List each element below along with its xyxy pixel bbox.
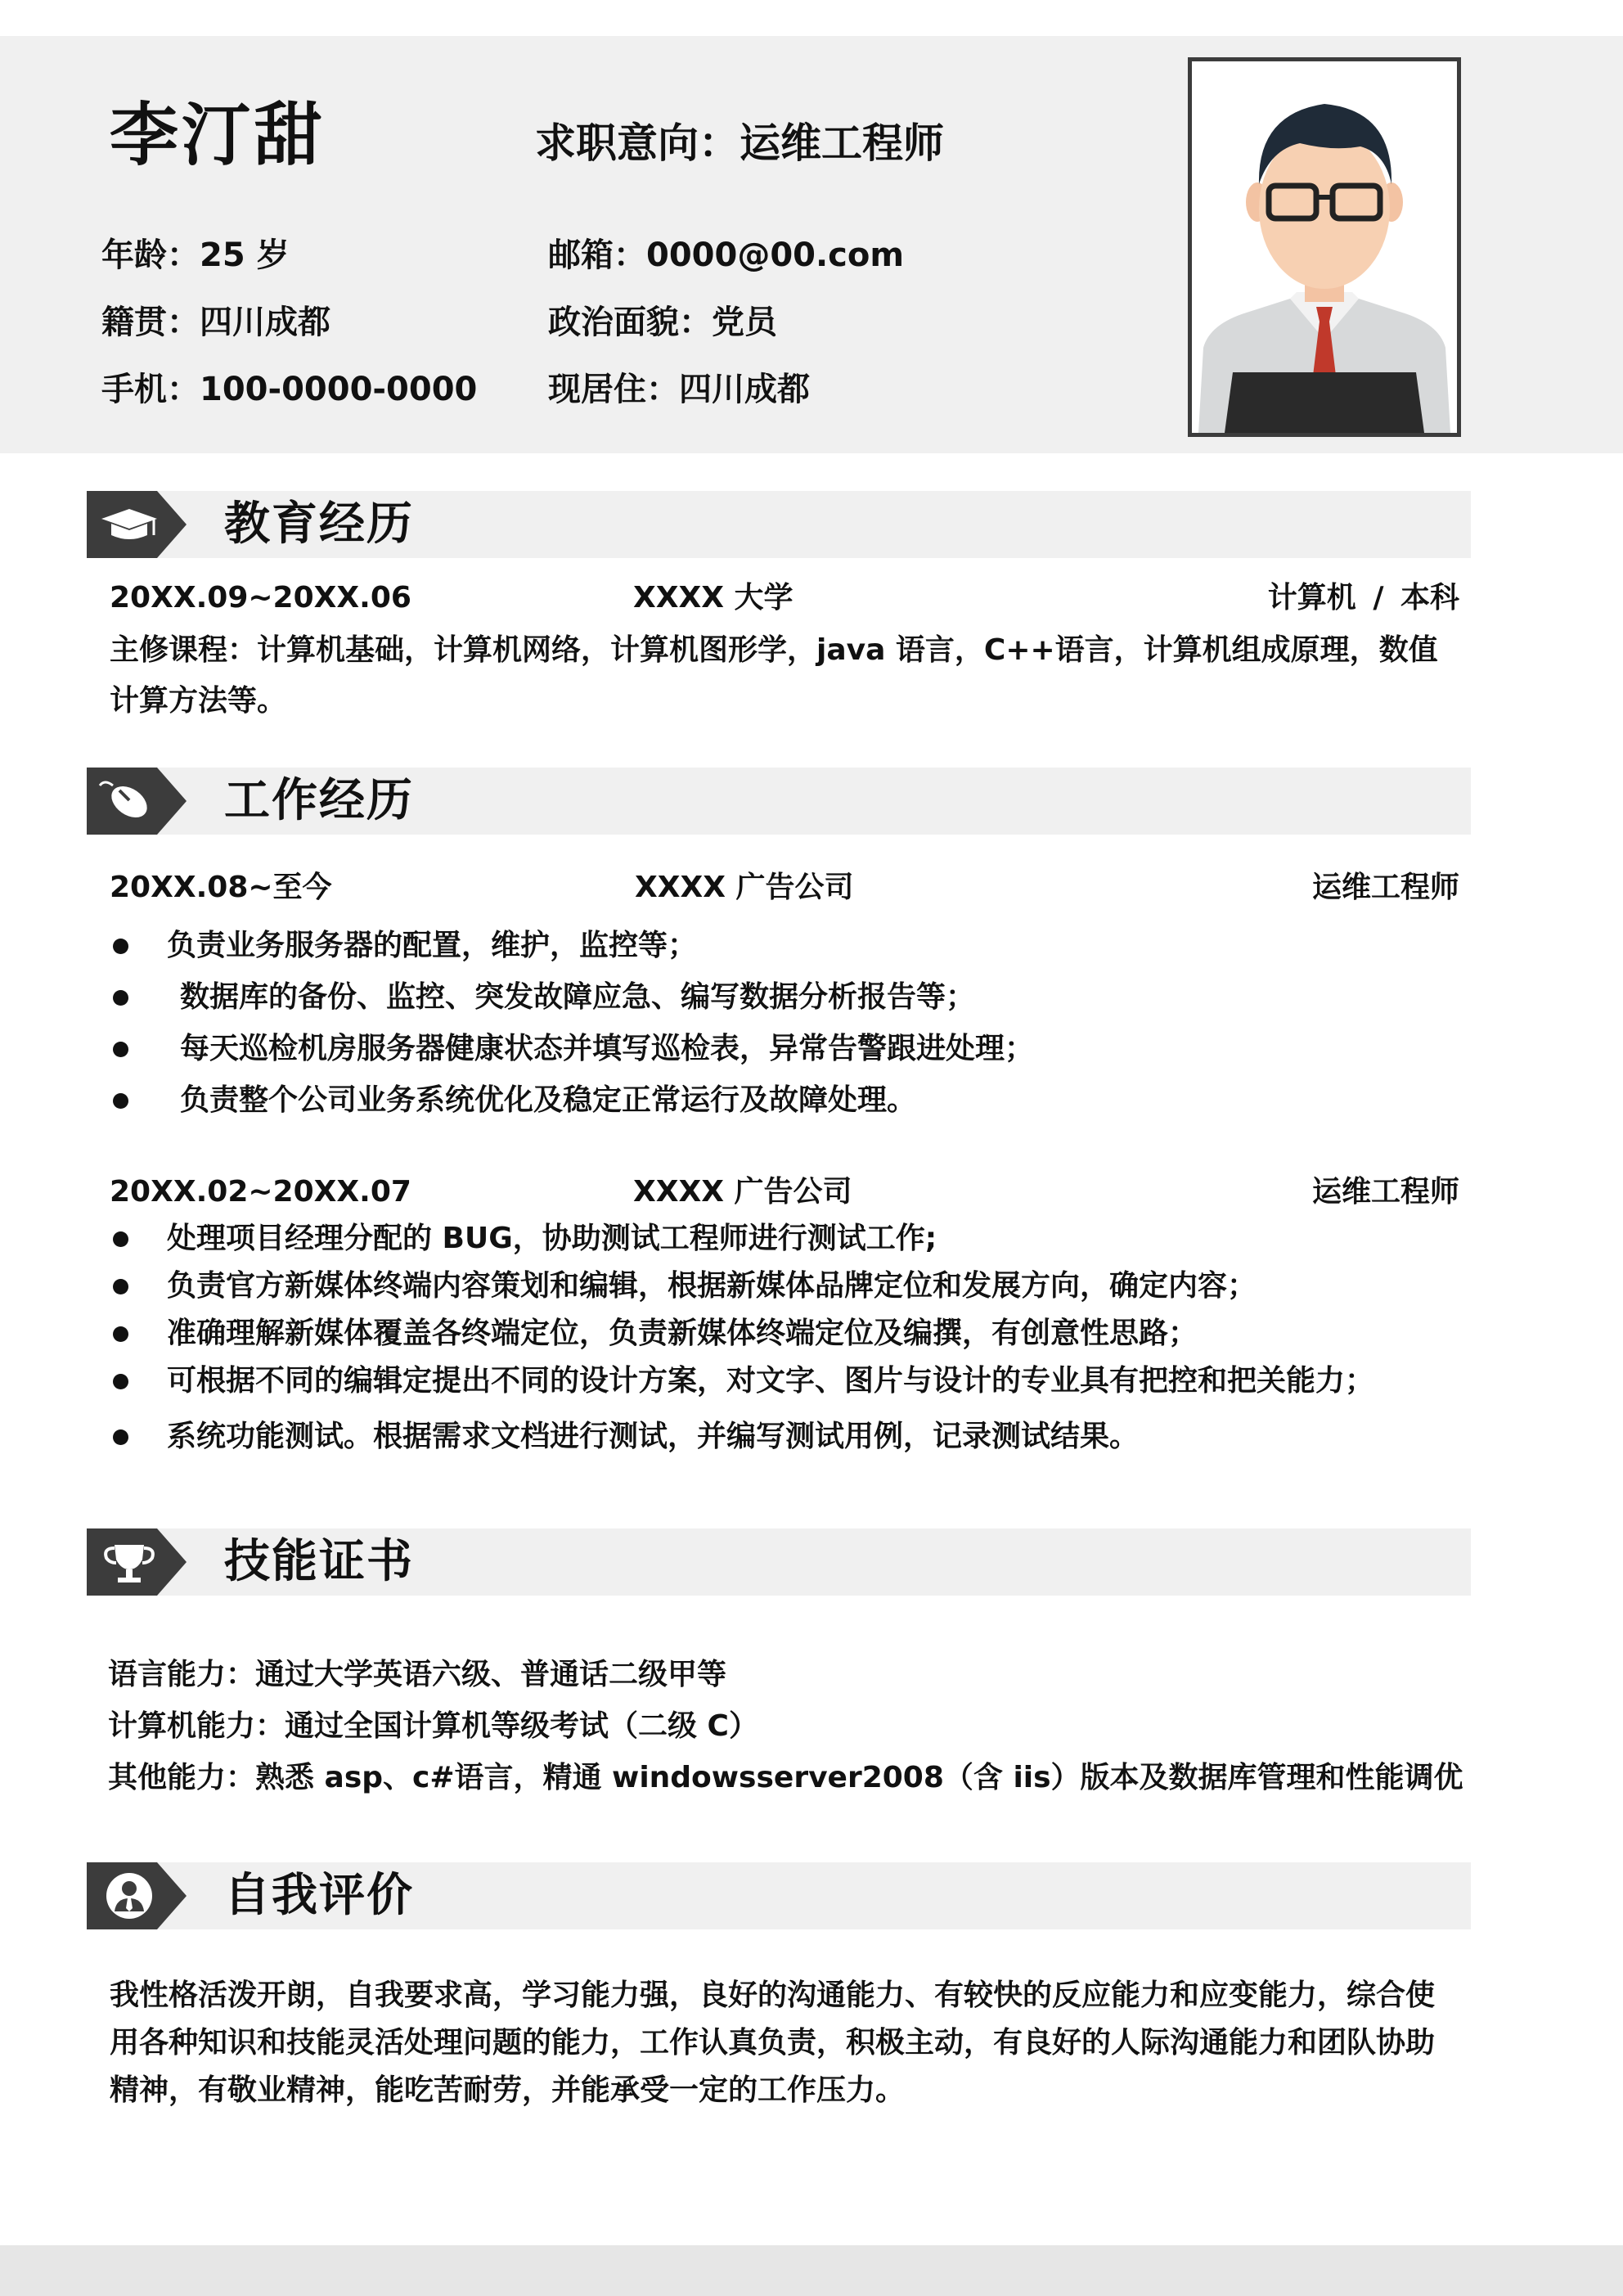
job-duty: 系统功能测试。根据需求文档进行测试，并编写测试用例，记录测试结果。	[167, 1420, 1140, 1453]
self-eval-section-tab	[87, 1862, 187, 1929]
bullet-dot	[113, 990, 128, 1006]
self-eval-title: 自我评价	[224, 1869, 414, 1922]
origin-info: 籍贯：四川成都	[101, 304, 330, 341]
job-duty: 处理项目经理分配的 BUG，协助测试工程师进行测试工作;	[167, 1222, 937, 1255]
education-school: XXXX 大学	[633, 581, 794, 615]
job-company: XXXX 广告公司	[635, 871, 854, 904]
job-intent: 求职意向：运维工程师	[535, 119, 944, 167]
work-title: 工作经历	[224, 774, 414, 827]
email-info: 邮箱：0000@00.com	[548, 236, 905, 274]
job-duty: 可根据不同的编辑定提出不同的设计方案，对文字、图片与设计的专业具有把控和把关能力；	[167, 1364, 1375, 1398]
skill-item: 语言能力：通过大学英语六级、普通话二级甲等	[108, 1658, 727, 1691]
candidate-name: 李汀甜	[110, 95, 326, 175]
age-info: 年龄：25 岁	[101, 236, 290, 274]
footer-band	[0, 2245, 1623, 2296]
skill-item: 计算机能力：通过全国计算机等级考试（二级 C）	[108, 1709, 758, 1743]
job-period: 20XX.08~至今	[110, 871, 332, 904]
education-section-tab	[87, 491, 187, 558]
job-position: 运维工程师	[1311, 871, 1459, 904]
self-eval-text: 我性格活泼开朗，自我要求高，学习能力强，良好的沟通能力、有较快的反应能力和应变能力，综合使用各种知识和技能灵活处理问题的能力，工作认真负责，积极主动，有良好的人际沟通能力和团队协助精神，有敬业精神，能吃苦耐劳，并能承受一定的工作压力。	[110, 1979, 1436, 2107]
skills-title: 技能证书	[224, 1535, 414, 1588]
skill-item: 其他能力：熟悉 asp、c#语言，精通 windowsserver2008（含 iis）版本及数据库管理和性能调优	[108, 1761, 1463, 1794]
bullet-dot	[113, 1326, 128, 1342]
job-company: XXXX 广告公司	[633, 1175, 852, 1209]
profile-photo	[1188, 57, 1461, 437]
phone-info: 手机：100-0000-0000	[101, 371, 478, 408]
job-position: 运维工程师	[1311, 1175, 1459, 1209]
bullet-dot	[113, 1374, 128, 1389]
bullet-dot	[113, 1279, 128, 1294]
skills-section-tab	[87, 1528, 187, 1596]
education-title: 教育经历	[224, 497, 414, 551]
job-duty: 准确理解新媒体覆盖各终端定位，负责新媒体终端定位及编撰，有创意性思路；	[167, 1317, 1198, 1350]
bullet-dot	[113, 1231, 128, 1247]
bullet-dot	[113, 939, 128, 954]
avatar-illustration	[1192, 61, 1457, 433]
job-duty: 负责业务服务器的配置，维护，监控等；	[167, 929, 698, 962]
job-duty: 数据库的备份、监控、突发故障应急、编写数据分析报告等；	[180, 980, 976, 1014]
bullet-dot	[113, 1429, 128, 1445]
residence-info: 现居住：四川成都	[548, 371, 810, 408]
politics-info: 政治面貌：党员	[548, 304, 777, 341]
education-period: 20XX.09~20XX.06	[110, 581, 411, 615]
job-duty: 每天巡检机房服务器健康状态并填写巡检表，异常告警跟进处理；	[180, 1032, 1035, 1065]
job-duty: 负责官方新媒体终端内容策划和编辑，根据新媒体品牌定位和发展方向，确定内容；	[167, 1269, 1257, 1303]
job-period: 20XX.02~20XX.07	[110, 1175, 411, 1209]
work-section-tab	[87, 768, 187, 835]
job-duty: 负责整个公司业务系统优化及稳定正常运行及故障处理。	[180, 1083, 917, 1117]
bullet-dot	[113, 1093, 128, 1109]
education-major: 计算机 / 本科	[1267, 581, 1459, 615]
education-courses: 主修课程：计算机基础，计算机网络，计算机图形学，java 语言，C++语言，计算机组成原理，数值计算方法等。	[110, 633, 1438, 718]
person-icon	[106, 1873, 152, 1919]
bullet-dot	[113, 1042, 128, 1057]
